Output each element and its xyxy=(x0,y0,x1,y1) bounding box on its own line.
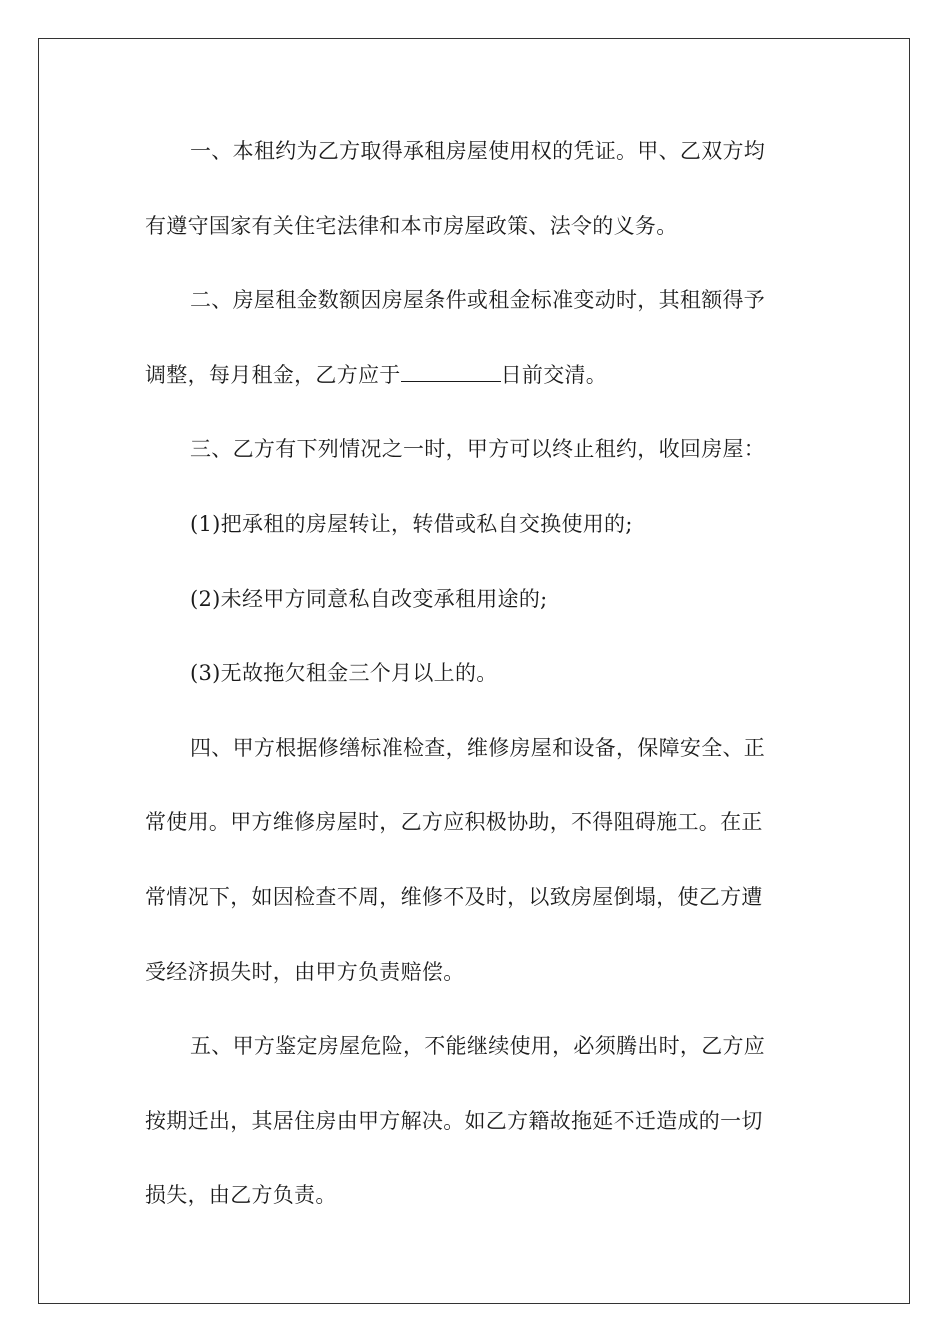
clause-1-line-1: 一、本租约为乙方取得承租房屋使用权的凭证。甲、乙双方均 xyxy=(190,139,766,163)
clause-3-line-1: 三、乙方有下列情况之一时，甲方可以终止租约，收回房屋： xyxy=(190,437,766,462)
clause-3-item-3: (3)无故拖欠租金三个月以上的。 xyxy=(190,661,498,686)
clause-4-line-2: 常使用。甲方维修房屋时，乙方应积极协助，不得阻碍施工。在正 xyxy=(145,810,763,835)
document-body xyxy=(145,126,795,1245)
clause-4-line-3: 常情况下，如因检查不周，维修不及时，以致房屋倒塌，使乙方遭 xyxy=(145,884,763,909)
clause-2-line-2 xyxy=(145,350,795,425)
clause-2-text-after-blank: 日前交清。 xyxy=(500,362,608,387)
clause-5-line-3: 损失，由乙方负责。 xyxy=(145,1183,337,1208)
clause-1-line-2: 有遵守国家有关住宅法律和本市房屋政策、法令的义务。 xyxy=(145,213,678,238)
clause-2-text-before-blank: 调整，每月租金，乙方应于 xyxy=(145,362,401,387)
clause-3-item-2: (2)未经甲方同意私自改变承租用途的; xyxy=(190,586,548,611)
clause-4-line-1: 四、甲方根据修缮标准检查，维修房屋和设备，保障安全、正 xyxy=(190,735,766,760)
rent-due-date-blank[interactable] xyxy=(401,361,501,382)
clause-5-line-2: 按期迁出，其居住房由甲方解决。如乙方籍故拖延不迁造成的一切 xyxy=(145,1108,763,1133)
clause-4-line-4: 受经济损失时，由甲方负责赔偿。 xyxy=(145,959,465,984)
clause-5-line-1: 五、甲方鉴定房屋危险，不能继续使用，必须腾出时，乙方应 xyxy=(190,1034,766,1059)
clause-3-item-1: (1)把承租的房屋转让，转借或私自交换使用的; xyxy=(190,511,633,536)
clause-2-line-1: 二、房屋租金数额因房屋条件或租金标准变动时，其租额得予 xyxy=(190,288,766,313)
